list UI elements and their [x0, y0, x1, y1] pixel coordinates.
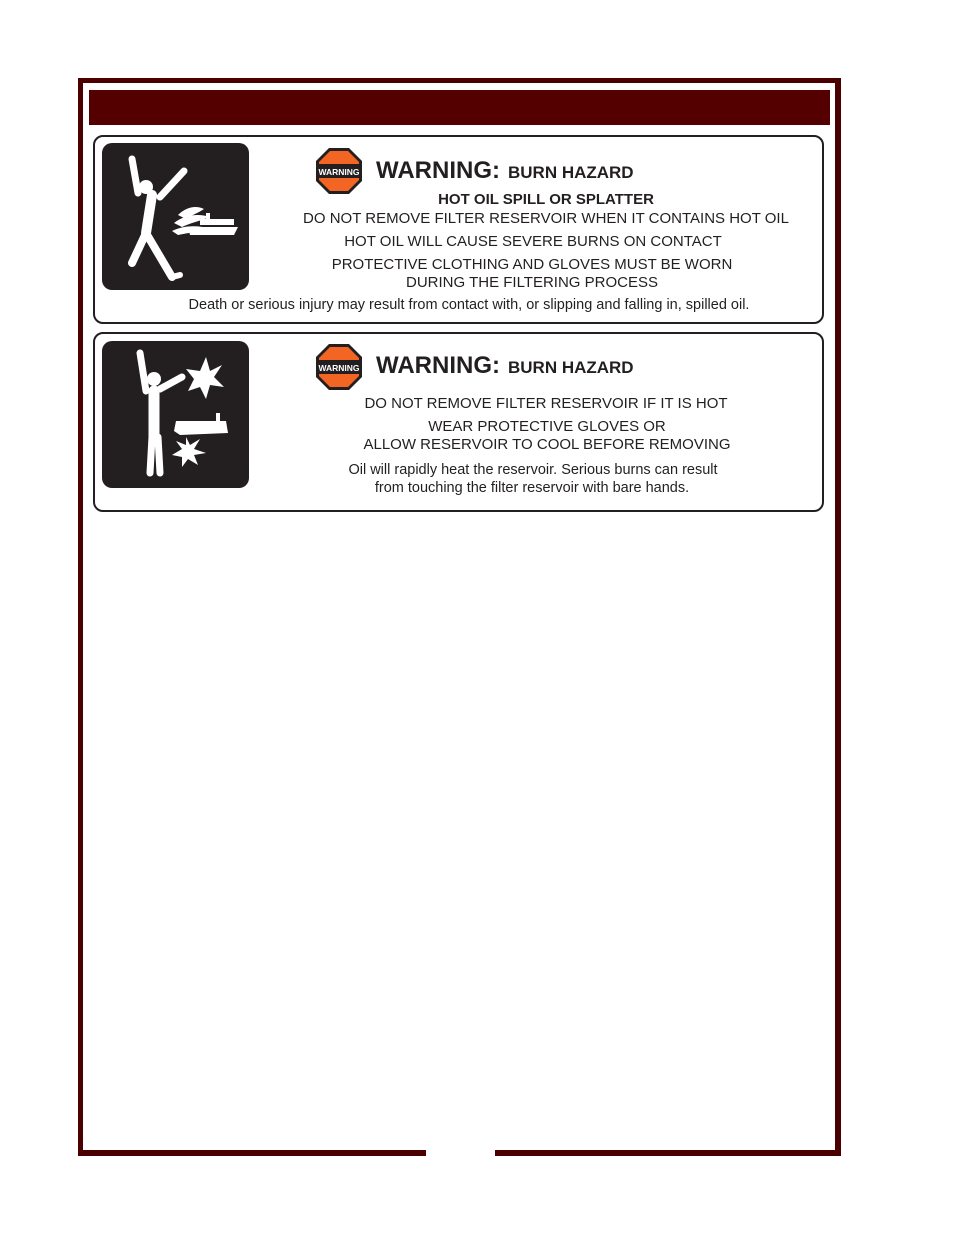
page-frame-left	[78, 78, 83, 1156]
warning-line: WEAR PROTECTIVE GLOVES OR	[428, 418, 666, 435]
warning-line: DO NOT REMOVE FILTER RESERVOIR IF IT IS HOT	[364, 395, 728, 412]
warning-line: ALLOW RESERVOIR TO COOL BEFORE REMOVING	[363, 436, 731, 453]
page-frame-bottom-right	[495, 1150, 841, 1156]
warning-label: WARNING:	[376, 157, 500, 184]
warning-line: PROTECTIVE CLOTHING AND GLOVES MUST BE WORN	[331, 256, 733, 273]
warning-panel-hot-reservoir	[93, 332, 824, 512]
section-title-bar	[89, 90, 830, 125]
slip-fall-hot-oil-icon	[102, 143, 249, 290]
hazard-label: BURN HAZARD	[507, 358, 634, 377]
warning-line: DO NOT REMOVE FILTER RESERVOIR WHEN IT CONTAINS HOT OIL	[303, 210, 789, 227]
warning-line: HOT OIL WILL CAUSE SEVERE BURNS ON CONTACT	[344, 233, 722, 250]
warning-sign-icon	[315, 343, 363, 391]
page-frame-bottom-left	[78, 1150, 426, 1156]
warning-badge-text: WARNING	[318, 167, 360, 177]
warning-subtitle: HOT OIL SPILL OR SPLATTER	[438, 191, 654, 208]
warning-heading	[376, 352, 634, 380]
warning-heading	[376, 157, 634, 185]
warning-note-line: from touching the filter reservoir with bare hands.	[374, 480, 690, 496]
warning-note-line: Oil will rapidly heat the reservoir. Serious burns can result	[348, 462, 718, 478]
warning-note: Death or serious injury may result from contact with, or slipping and falling in, spilled oil.	[188, 297, 750, 313]
hazard-label: BURN HAZARD	[507, 163, 634, 182]
page-frame-right	[835, 78, 841, 1156]
warning-line: DURING THE FILTERING PROCESS	[406, 274, 658, 291]
page-frame-top	[78, 78, 841, 83]
hot-reservoir-burn-icon	[102, 341, 249, 488]
warning-badge-text: WARNING	[318, 363, 360, 373]
warning-label: WARNING:	[376, 352, 500, 379]
warning-sign-icon	[315, 147, 363, 195]
warning-panel-hot-oil-spill	[93, 135, 824, 324]
